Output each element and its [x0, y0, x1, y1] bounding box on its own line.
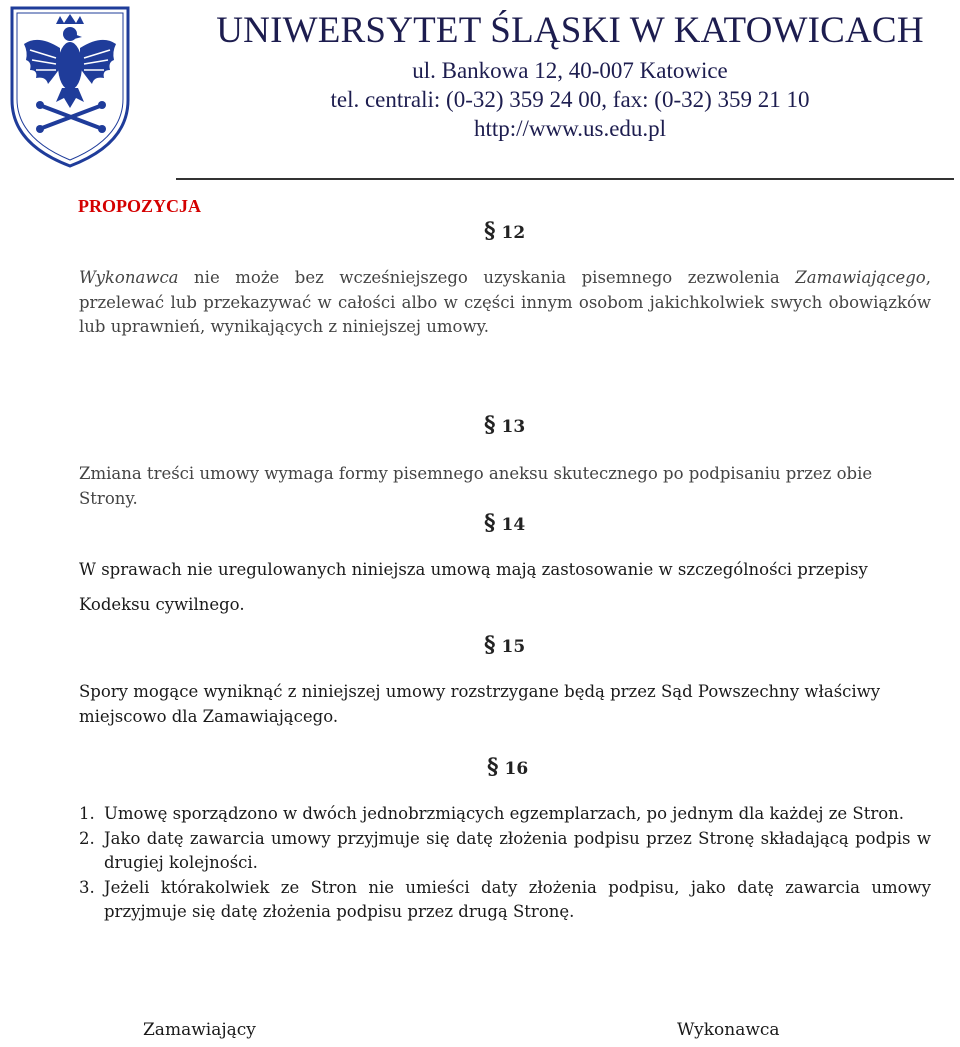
signature-contractor: Wykonawca: [677, 1020, 780, 1040]
section-number: 14: [501, 515, 526, 535]
section-number: 15: [501, 637, 526, 657]
point-text: Jeżeli którakolwiek ze Stron nie umieści daty złożenia podpisu, jako datę zawarcia umowy przyjmuje się datę złożenia podpisu przez drugą Stronę.: [104, 877, 931, 921]
university-name: UNIWERSYTET ŚLĄSKI W KATOWICACH: [216, 10, 924, 51]
header-divider: [176, 178, 954, 180]
section-12-text: [79, 266, 931, 340]
proposal-label: PROPOZYCJA: [78, 196, 201, 216]
university-address: ul. Bankowa 12, 40-007 Katowice: [412, 58, 728, 83]
section-symbol: §: [484, 632, 496, 658]
section-14-line-1: W sprawach nie uregulowanych niniejsza umową mają zastosowanie w szczególności przepisy: [79, 560, 868, 579]
orderer-term: Zamawiającego: [795, 268, 926, 287]
section-heading-15: [484, 632, 525, 658]
section-heading-13: [484, 412, 525, 438]
section-heading-12: [484, 218, 525, 244]
section-number: 16: [504, 759, 529, 779]
university-phone: tel. centrali: (0-32) 359 24 00, fax: (0-32) 359 21 10: [330, 87, 810, 112]
section-13-text: Zmiana treści umowy wymaga formy pisemnego aneksu skutecznego po podpisaniu przez obie Strony.: [79, 464, 873, 508]
list-item: [79, 876, 931, 925]
university-crest-logo: [8, 4, 132, 170]
list-item: [79, 802, 931, 827]
point-number: 1.: [79, 804, 95, 823]
section-15-text: Spory mogące wyniknąć z niniejszej umowy rozstrzygane będą przez Sąd Powszechny właściwy miejscowo dla Zamawiającego.: [79, 682, 881, 726]
signature-orderer: Zamawiający: [143, 1020, 256, 1040]
section-heading-14: [484, 510, 525, 536]
section-number: 13: [501, 417, 526, 437]
section-symbol: §: [484, 510, 496, 536]
university-website: http://www.us.edu.pl: [473, 116, 667, 141]
section-symbol: §: [484, 218, 496, 244]
point-text: Umowę sporządzono w dwóch jednobrzmiących egzemplarzach, po jednym dla każdej ze Stron.: [104, 804, 905, 823]
section-symbol: §: [487, 754, 499, 780]
contractor-term: Wykonawca: [79, 268, 179, 287]
section-heading-16: [487, 754, 528, 780]
point-number: 3.: [79, 877, 95, 897]
section-12-text-part: nie może bez wcześniejszego uzyskania pisemnego zezwolenia: [178, 268, 796, 287]
section-12-text-part: , przelewać lub przekazywać w całości albo w części innym osobom jakichkolwiek swych obowiązków lub uprawnień, wynikających z niniejszej umowy.: [79, 268, 931, 336]
section-14-line-2: Kodeksu cywilnego.: [79, 595, 245, 614]
section-16-points: [79, 802, 931, 925]
section-number: 12: [501, 223, 526, 243]
eagle-crest-icon: [8, 4, 132, 170]
section-symbol: §: [484, 412, 496, 438]
point-text: Jako datę zawarcia umowy przyjmuje się datę złożenia podpisu przez Stronę składającą podpis w drugiej kolejności.: [104, 828, 931, 872]
list-item: [79, 827, 931, 876]
letterhead: [175, 6, 960, 143]
point-number: 2.: [79, 828, 95, 848]
